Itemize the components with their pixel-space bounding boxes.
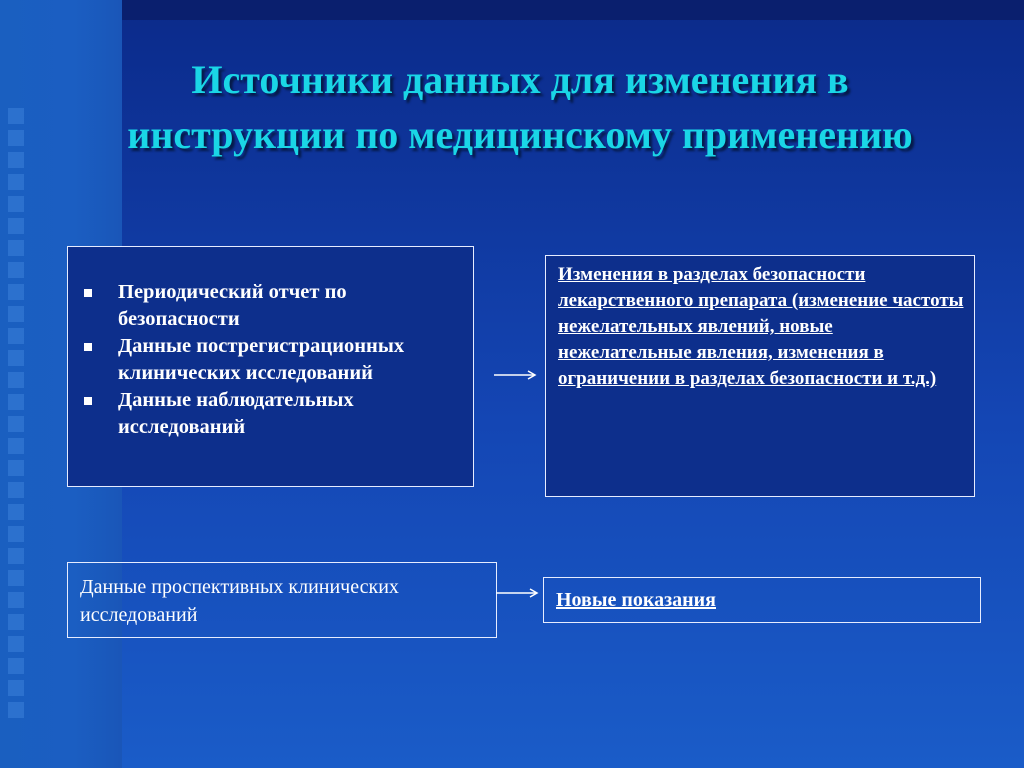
indications-text: Новые показания: [556, 589, 716, 611]
bullet-square-icon: [84, 343, 92, 351]
slide-title: Источники данных для изменения в инструкции по медицинскому применению: [127, 57, 913, 157]
sources-list: [82, 279, 462, 441]
list-item: [82, 387, 462, 441]
changes-box: [545, 255, 975, 497]
list-item: [82, 279, 462, 333]
prospective-text: Данные проспективных клинических исследований: [80, 576, 399, 626]
bullet-square-icon: [84, 289, 92, 297]
arrow-right-icon: [494, 368, 540, 382]
changes-text: Изменения в разделах безопасности лекарственного препарата (изменение частоты нежелательных явлений, новые нежелательные явления, изменения в ограничении в разделах безопасности и т.д.): [558, 264, 964, 389]
sources-box: [67, 246, 474, 487]
list-item-label: Данные пострегистрационных клинических исследований: [118, 335, 405, 384]
list-item-label: Данные наблюдательных исследований: [118, 389, 354, 438]
decorative-squares: [8, 108, 26, 724]
list-item: [82, 333, 462, 387]
indications-box: [543, 577, 981, 623]
arrow-right-icon: [496, 586, 542, 600]
prospective-box: [67, 562, 497, 638]
bullet-square-icon: [84, 397, 92, 405]
decorative-top-band: [122, 0, 1024, 20]
list-item-label: Периодический отчет по безопасности: [118, 281, 347, 330]
